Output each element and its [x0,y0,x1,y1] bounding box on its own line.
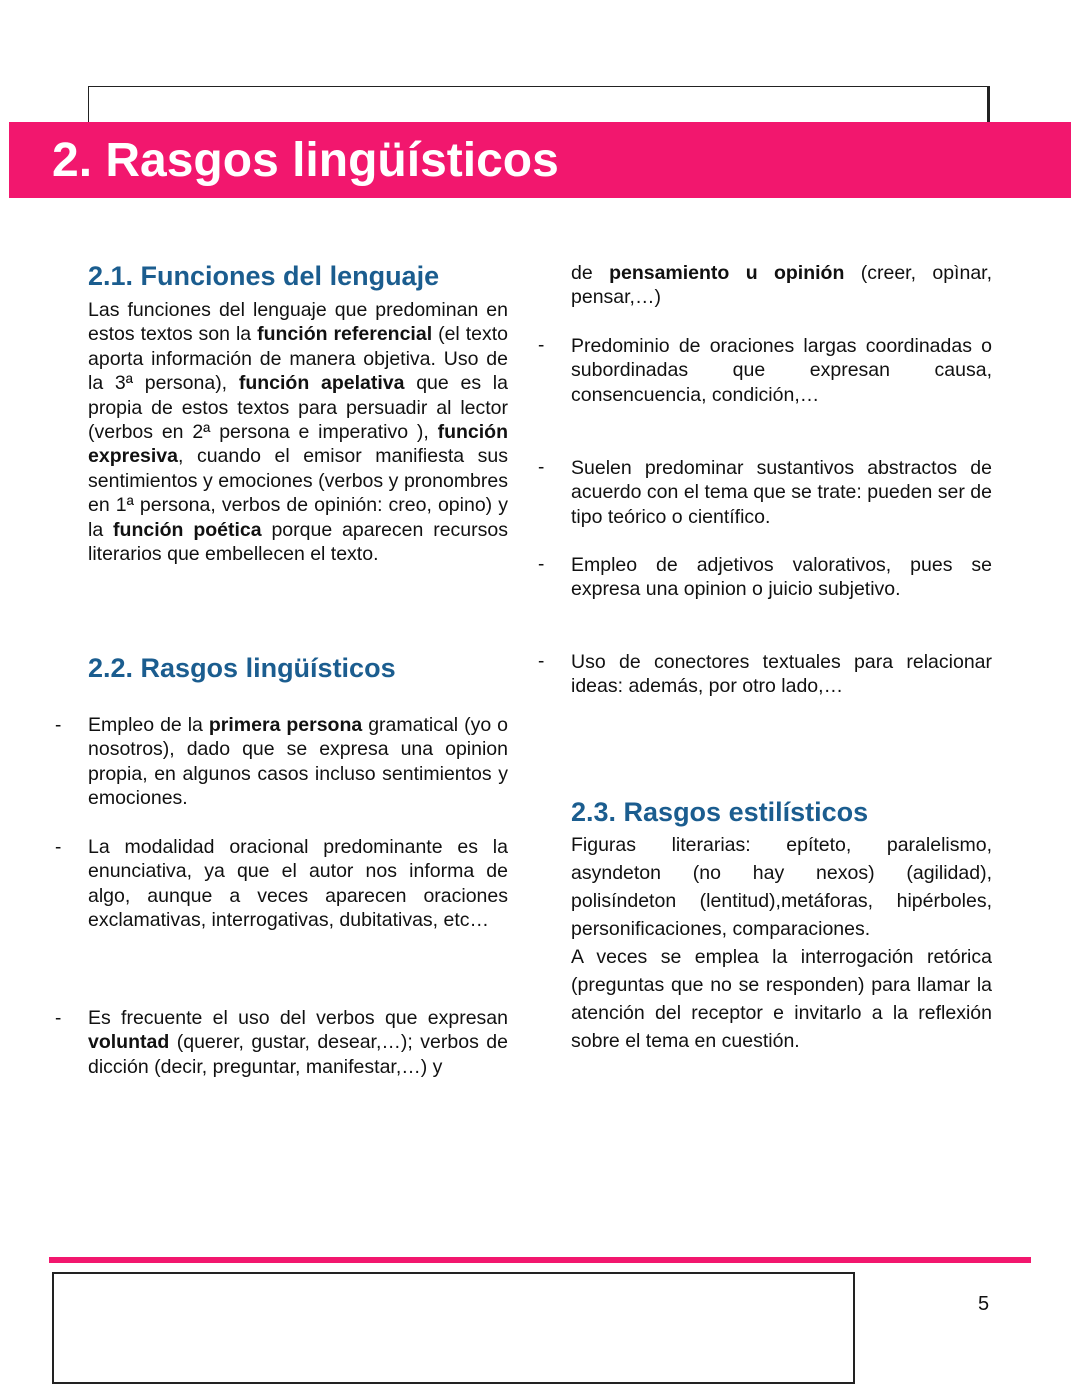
section-2-3-paragraph-2: A veces se emplea la interrogación retórica (preguntas que no se responden) para llamar la atención del receptor e invitarlo a la reflexión sobre el tema en cuestión. [571,946,992,1052]
page-title: 2. Rasgos lingüísticos [52,134,559,187]
text-run: Empleo de adjetivos valorativos, pues se expresa una opinion o juicio subjetivo. [571,554,992,601]
text-run: (creer, opìnar, pensar,…) [571,262,992,309]
section-2-1-paragraph [88,298,508,566]
list-item-continued [571,261,992,310]
bold-term: primera persona [208,714,363,736]
text-run: porque aparecen recursos literarios que embellecen el texto. [88,518,508,566]
list-bullet: - [55,1008,62,1029]
list-item [571,553,992,602]
text-run: Predominio de oraciones largas coordinadas o subordinadas que expresan causa, consencuencia, condición,… [571,335,992,406]
list-bullet: - [55,837,62,858]
list-bullet: - [55,715,62,736]
list-item [571,456,992,529]
section-2-3 [571,796,992,1055]
bold-term: pensamiento u opinión [609,262,845,284]
list-bullet: - [538,335,545,356]
text-run: que es la propia de estos textos para persuadir al lector (verbos en 2ª persona e imperativo ), [88,372,508,444]
text-run: Empleo de la [88,714,209,736]
text-run: , cuando el emisor manifiesta sus sentimientos y emociones (verbos y pronombres en 1ª persona, verbos de opinión: creo, opino) y la [88,445,508,541]
page-number: 5 [978,1293,990,1315]
text-run: de [571,262,610,284]
list-bullet: - [538,554,545,575]
list-bullet: - [538,651,545,672]
section-2-1-heading: 2.1. Funciones del lenguaje [88,261,440,291]
list-item [571,334,992,407]
footer-box [52,1272,855,1384]
bold-term: voluntad [88,1031,170,1054]
text-run: Es frecuente el uso del verbos que expresan [88,1007,508,1029]
section-2-2-heading: 2.2. Rasgos lingüísticos [88,653,396,683]
text-run: (el texto aporta información de manera objetiva. Uso de la 3ª persona), [88,323,508,395]
list-item [88,713,508,811]
section-2-1 [88,260,508,566]
list-item [88,835,508,933]
bold-term: función expresiva [88,421,508,468]
list-bullet: - [538,457,545,478]
text-run: (querer, gustar, desear,…); verbos de dicción (decir, preguntar, manifestar,…) y [88,1031,508,1078]
list-item [88,1006,508,1079]
bold-term: función referencial [257,323,433,346]
header-box [88,86,990,126]
footer-rule [49,1257,1031,1263]
text-run: Suelen predominar sustantivos abstractos de acuerdo con el tema que se trate: pueden ser de tipo teórico o científico. [571,457,992,528]
text-run: La modalidad oracional predominante es la enunciativa, ya que el autor nos informa de algo, aunque a veces aparecen oraciones exclamativas, interrogativas, dubitativas, etc… [88,836,508,932]
bold-term: función poética [113,518,262,541]
text-run: Las funciones del lenguaje que predominan en estos textos son la [88,299,508,346]
list-item [571,650,992,699]
text-run: Uso de conectores textuales para relacionar ideas: además, por otro lado,… [571,651,992,698]
bold-term: función apelativa [238,372,405,395]
section-2-3-paragraph: Figuras literarias: epíteto, paralelismo, asyndeton (no hay nexos) (agilidad), polisíndeton (lentitud),metáforas, hipérboles, personificaciones, comparaciones. [571,834,992,940]
section-2-3-heading: 2.3. Rasgos estilísticos [571,797,869,827]
text-run: gramatical (yo o nosotros), dado que se expresa una opinion propia, en algunos casos incluso sentimientos y emociones. [88,714,508,810]
